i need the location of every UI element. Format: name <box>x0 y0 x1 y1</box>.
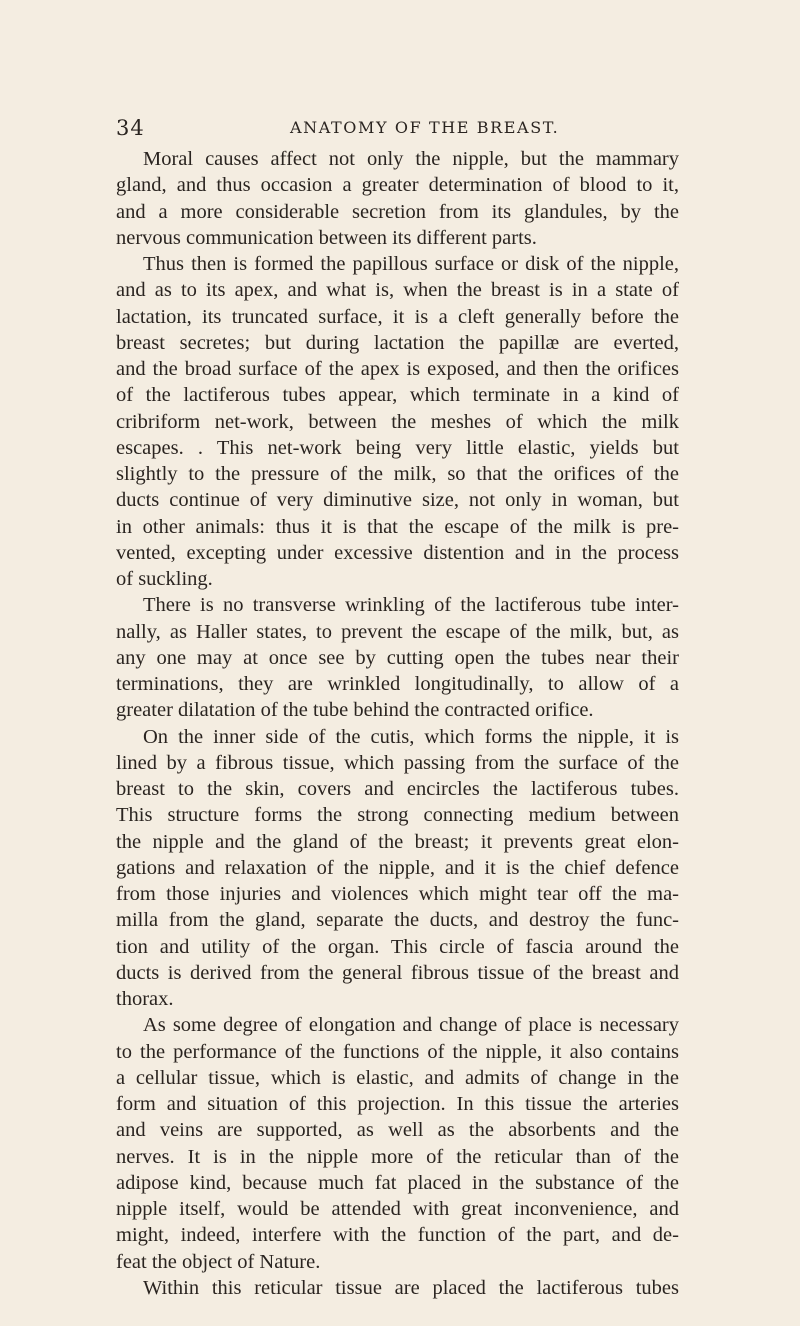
text-line: As some degree of elongation and change of place is necessary <box>143 1014 679 1037</box>
text-line: Moral causes affect not only the nipple, but the mammary <box>143 148 679 170</box>
text-line: ducts is derived from the general fibrous tissue of the breast and <box>116 961 679 984</box>
text-line: tion and utility of the organ. This circle of fascia around the <box>116 935 679 958</box>
page-header <box>116 116 560 140</box>
text-line: form and situation of this projection. In this tissue the arteries <box>116 1093 679 1115</box>
text-line: nervous communication between its different parts. <box>116 226 537 249</box>
text-line: terminations, they are wrinkled longitudinally, to allow of a <box>116 673 679 695</box>
text-line: of the lactiferous tubes appear, which terminate in a kind of <box>116 384 679 407</box>
text-line: any one may at once see by cutting open the tubes near their <box>116 646 679 669</box>
text-line: gland, and thus occasion a greater determination of blood to it, <box>116 174 679 197</box>
text-line: gations and relaxation of the nipple, and it is the chief defence <box>116 856 679 879</box>
running-title: ANATOMY OF THE BREAST. <box>290 118 560 137</box>
page-number: 34 <box>116 116 145 140</box>
text-line: There is no transverse wrinkling of the lactiferous tube inter- <box>143 594 679 617</box>
text-line: On the inner side of the cutis, which forms the nipple, it is <box>143 725 679 748</box>
text-line: greater dilatation of the tube behind the contracted orifice. <box>116 699 594 722</box>
text-line: the nipple and the gland of the breast; it prevents great elon- <box>116 830 679 853</box>
text-line: breast to the skin, covers and encircles the lactiferous tubes. <box>116 778 679 800</box>
text-line: lactation, its truncated surface, it is a cleft generally before the <box>116 305 679 328</box>
text-line: in other animals: thus it is that the escape of the milk is pre- <box>116 515 679 538</box>
text-line: nally, as Haller states, to prevent the escape of the milk, but, as <box>116 620 679 643</box>
text-line: vented, excepting under excessive distention and in the process <box>116 541 679 564</box>
text-line: Within this reticular tissue are placed the lactiferous tubes <box>143 1276 679 1299</box>
text-line: from those injuries and violences which might tear off the ma- <box>116 883 679 905</box>
text-line: escapes. . This net-work being very little elastic, yields but <box>116 436 679 459</box>
body-text <box>116 146 679 1301</box>
text-line: and veins are supported, as well as the absorbents and the <box>116 1119 679 1142</box>
text-line: might, indeed, interfere with the function of the part, and de- <box>116 1224 679 1247</box>
text-line: a cellular tissue, which is elastic, and admits of change in the <box>116 1066 679 1089</box>
text-line: feat the object of Nature. <box>116 1250 321 1273</box>
text-line: This structure forms the strong connecting medium between <box>116 804 679 827</box>
text-line: to the performance of the functions of the nipple, it also contains <box>116 1040 679 1063</box>
text-line: Thus then is formed the papillous surface or disk of the nipple, <box>143 253 679 275</box>
text-line: ducts continue of very diminutive size, not only in woman, but <box>116 489 679 512</box>
text-line: thorax. <box>116 988 174 1010</box>
text-line: adipose kind, because much fat placed in the substance of the <box>116 1171 679 1194</box>
text-line: and as to its apex, and what is, when the breast is in a state of <box>116 279 679 302</box>
text-line: milla from the gland, separate the ducts, and destroy the func- <box>116 909 679 932</box>
text-line: cribriform net-work, between the meshes of which the milk <box>116 410 679 433</box>
text-line: slightly to the pressure of the milk, so that the orifices of the <box>116 463 679 485</box>
text-line: of suckling. <box>116 568 213 590</box>
text-line: nipple itself, would be attended with great inconvenience, and <box>116 1198 679 1220</box>
text-line: and the broad surface of the apex is exposed, and then the orifices <box>116 358 679 380</box>
text-line: nerves. It is in the nipple more of the reticular than of the <box>116 1145 679 1168</box>
text-line: and a more considerable secretion from its glandules, by the <box>116 200 679 223</box>
text-line: breast secretes; but during lactation the papillæ are everted, <box>116 331 679 354</box>
text-line: lined by a fibrous tissue, which passing from the surface of the <box>116 751 679 774</box>
